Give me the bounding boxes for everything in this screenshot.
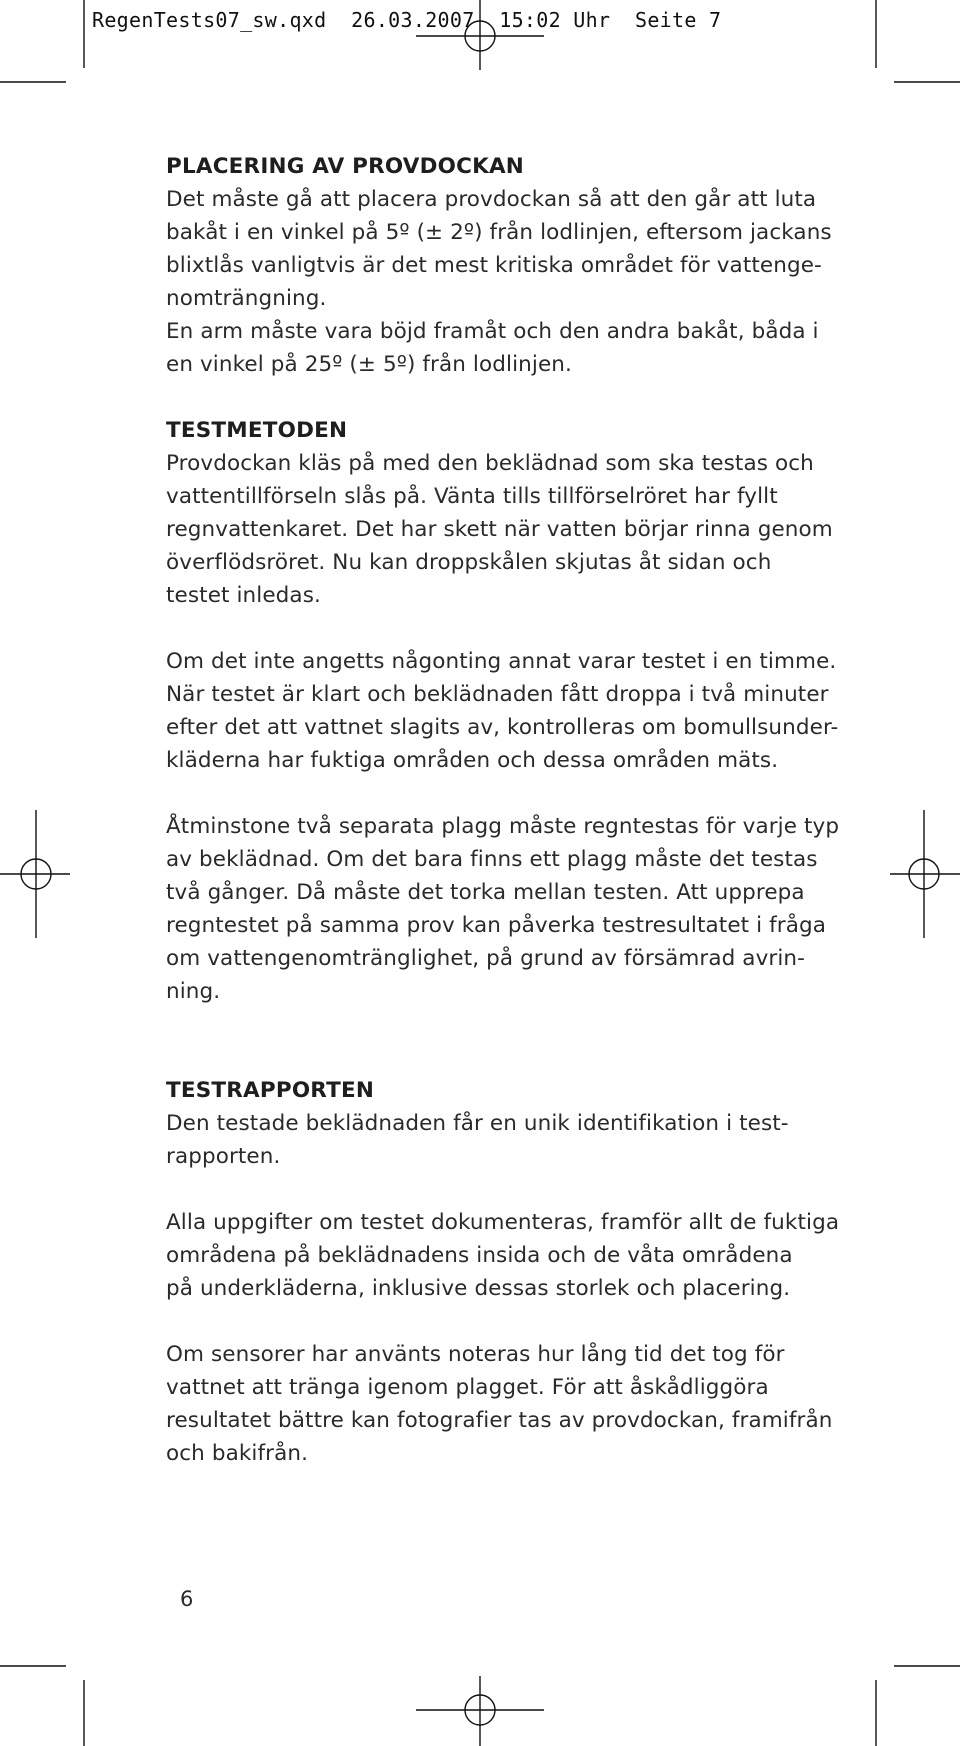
text-line: kläderna har fuktiga områden och dessa områden mäts. bbox=[166, 748, 779, 773]
text-line: Den testade beklädnaden får en unik identifikation i test- bbox=[166, 1111, 789, 1136]
text-line: av beklädnad. Om det bara finns ett plagg måste det testas bbox=[166, 847, 818, 872]
text-line: När testet är klart och beklädnaden fått droppa i två minuter bbox=[166, 682, 829, 707]
section-testrapporten bbox=[166, 1074, 840, 1470]
text-line: blixtlås vanligtvis är det mest kritiska området för vattenge- bbox=[166, 253, 822, 278]
text-line: Om det inte angetts någonting annat varar testet i en timme. bbox=[166, 649, 837, 674]
text-line: vattentillförseln slås på. Vänta tills tillförselröret har fyllt bbox=[166, 484, 778, 509]
text-line: efter det att vattnet slagits av, kontrolleras om bomullsunder- bbox=[166, 715, 839, 740]
paragraph bbox=[166, 447, 833, 612]
paragraph bbox=[166, 1206, 840, 1305]
text-line: resultatet bättre kan fotografier tas av provdockan, framifrån bbox=[166, 1408, 833, 1433]
text-line: bakåt i en vinkel på 5º (± 2º) från lodlinjen, eftersom jackans bbox=[166, 220, 832, 245]
registration-mark-bottom bbox=[416, 1676, 544, 1746]
paragraph bbox=[166, 183, 832, 381]
text-line: Alla uppgifter om testet dokumenteras, framför allt de fuktiga bbox=[166, 1210, 840, 1235]
text-line: överflödsröret. Nu kan droppskålen skjutas åt sidan och bbox=[166, 550, 772, 575]
printer-slug-line: RegenTests07_sw.qxd 26.03.2007 15:02 Uhr Seite 7 bbox=[92, 8, 722, 32]
text-line: Provdockan kläs på med den beklädnad som ska testas och bbox=[166, 451, 814, 476]
text-line: en vinkel på 25º (± 5º) från lodlinjen. bbox=[166, 352, 572, 377]
text-line: testet inledas. bbox=[166, 583, 321, 608]
text-line: Åtminstone två separata plagg måste regntestas för varje typ bbox=[166, 814, 840, 839]
text-line: nomträngning. bbox=[166, 286, 327, 311]
paragraph bbox=[166, 645, 839, 777]
text-line: regntestet på samma prov kan påverka testresultatet i fråga bbox=[166, 913, 827, 938]
text-line: områdena på beklädnadens insida och de våta områdena bbox=[166, 1243, 793, 1268]
page-number: 6 bbox=[180, 1587, 194, 1611]
section-heading: TESTMETODEN bbox=[166, 418, 348, 443]
text-line: på underkläderna, inklusive dessas storlek och placering. bbox=[166, 1276, 791, 1301]
text-line: och bakifrån. bbox=[166, 1441, 309, 1466]
text-line: Det måste gå att placera provdockan så att den går att luta bbox=[166, 187, 817, 212]
section-heading: PLACERING AV PROVDOCKAN bbox=[166, 154, 524, 179]
section-heading: TESTRAPPORTEN bbox=[166, 1078, 375, 1103]
section-testmetoden bbox=[166, 414, 840, 1008]
text-line: En arm måste vara böjd framåt och den andra bakåt, båda i bbox=[166, 319, 819, 344]
registration-mark-right bbox=[890, 810, 960, 938]
text-line: om vattengenomtränglighet, på grund av försämrad avrin- bbox=[166, 946, 805, 971]
text-line: ning. bbox=[166, 979, 221, 1004]
registration-mark-left bbox=[0, 810, 70, 938]
text-line: regnvattenkaret. Det har skett när vatten börjar rinna genom bbox=[166, 517, 833, 542]
text-line: rapporten. bbox=[166, 1144, 281, 1169]
text-line: vattnet att tränga igenom plagget. För att åskådliggöra bbox=[166, 1375, 769, 1400]
paragraph bbox=[166, 1107, 806, 1173]
paragraph bbox=[166, 1338, 833, 1470]
document-body bbox=[166, 150, 840, 1470]
registration-mark-top bbox=[416, 0, 544, 70]
text-line: Om sensorer har använts noteras hur lång tid det tog för bbox=[166, 1342, 785, 1367]
paragraph bbox=[166, 810, 840, 1008]
section-placering bbox=[166, 150, 832, 381]
text-line: två gånger. Då måste det torka mellan testen. Att upprepa bbox=[166, 880, 805, 905]
